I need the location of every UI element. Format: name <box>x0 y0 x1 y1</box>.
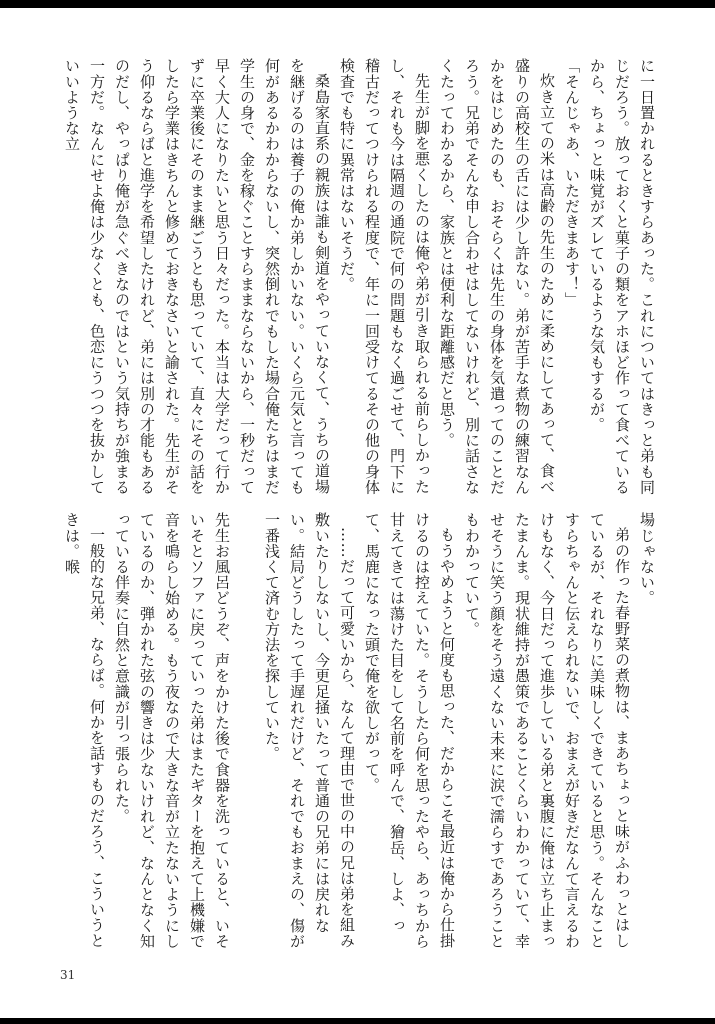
paragraph: 場じゃない。 <box>638 512 656 606</box>
dialogue-line: 「そんじゃあ、いただきまあす！」 <box>563 58 581 308</box>
paragraph: 一般的な兄弟、ならば。何かを話すものだろう、こういうときは。喉 <box>63 512 106 949</box>
paragraph: ……だって可愛いから、なんて理由で世の中の兄は弟を組み敷いたりしないし、今更足掻いたって普通の兄弟には戻れない。結局どうしたって手遅れだけど、それでもおまえの、傷が一番浅くて済む方法を探していた。 <box>263 512 356 949</box>
paragraph: 先生が脚を悪くしたのは俺や弟が引き取られる前らしかったし、それも今は隔週の通院で何の問題もなく過ごせて、門下に稽古だってつけられる程度で、年に一回受けてるその他の身体検査でも特に異常はないそうだ。 <box>338 58 431 495</box>
paragraph: 弟の作った春野菜の煮物は、まあちょっと味がふわっとはしているが、それなりに美味しくできていると思う。そんなことすらちゃんと伝えられないで、おまえが好きだなんて言えるわけもなく、今日だって進歩している弟と裏腹に俺は立ち止まったまんま。現状維持が愚策であることくらいわかっていて、幸せそうに笑う顔をそう遠くない未来に涙で濡らすであろうこともわかっていて。 <box>463 512 631 949</box>
page-number: 31 <box>60 968 76 982</box>
paragraph: もうやめようと何度も思った、だからこそ最近は俺から仕掛けるのは控えていた。そうしたら何を思ったやら、あっちから甘えてきては蕩けた目をして名前を呼んで、獪岳、しよ、って、馬鹿になった頭で俺を欲しがって。 <box>363 512 456 949</box>
paragraph: 炊き立ての米は高齢の先生のために柔めにしてあって、食べ盛りの高校生の舌には少し許ない。弟が苦手な煮物の練習なんかをはじめたのも、おそらくは先生の身体を気遣ってのことだろう。兄弟でそんな申し合わせはしてないけれど、別に話さなくたってわかるから、家族とは便利な距離感だと思う。 <box>438 58 556 495</box>
top-scan-border <box>0 0 715 8</box>
lower-text-block <box>63 512 659 956</box>
paragraph: 先生お風呂どうぞ、声をかけた後で食器を洗っていると、いそいそとソファに戻っていった弟はまたギターを抱えて上機嫌で音を鳴らし始める。もう夜なので大きな音が立たないようにしているのか、弾かれた弦の響きは少ないけれど、なんとなく知っている伴奏に自然と意識が引っ張られた。 <box>113 512 231 949</box>
bottom-scan-border <box>0 1018 715 1024</box>
scene-break <box>234 512 259 956</box>
paragraph: 桑島家直系の親族は誰も剣道をやっていなくて、うちの道場を継げるのは養子の俺か弟しかいない。いくら元気と言っても何があるかわからないし、突然倒れでもした場合俺たちはまだ学生の身で、金を稼ぐことすらままならないから、一秒だって早く大人になりたいと思う日々だった。本当は大学だって行かずに卒業後にそのまま継ごうとも思っていて、直々にその話をしたら学業はきちんと修めておきなさいと諭された。先生がそう仰るならばと進学を希望したけれど、弟には別の才能もあるのだし、やっぱり俺が急ぐべきなのではという気持ちが強まる一方だ。なんにせよ俺は少なくとも、色恋にうつつを抜かしていいような立 <box>63 58 331 495</box>
paragraph: に一日置かれるときすらあった。これについてはきっと弟も同じだろう。放っておくと菓子の類をアホほど作って食べているから、ちょっと味覚がズレているような気もするが。 <box>588 58 656 495</box>
upper-text-block <box>63 58 659 498</box>
